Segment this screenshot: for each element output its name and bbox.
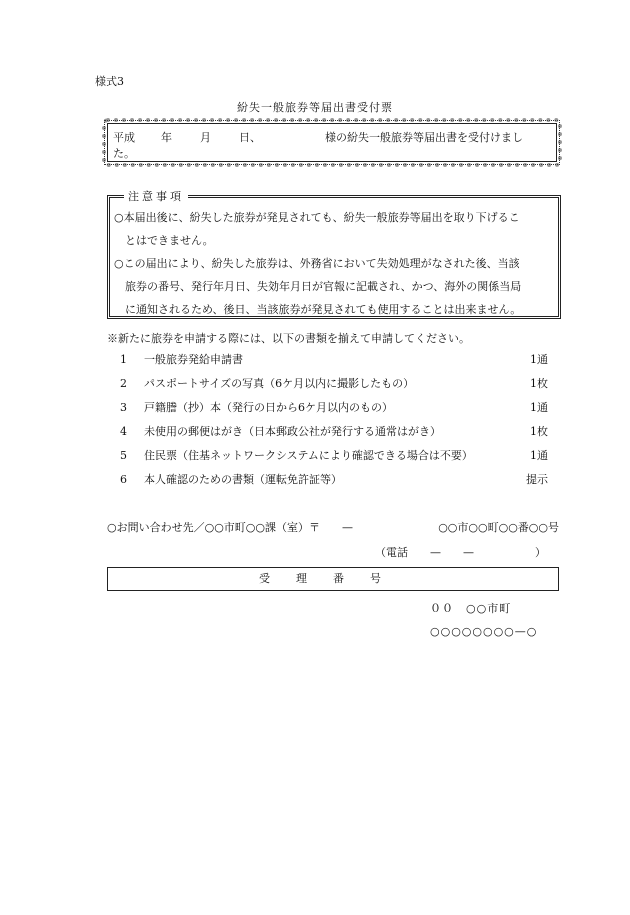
page-title: 紛失一般旅券等届出書受付票 <box>237 101 393 114</box>
notice-item-1-line-2: とはできません。 <box>125 234 214 247</box>
receipt-day-unit: 日、 <box>239 131 261 144</box>
list-item <box>120 351 548 375</box>
document-number: 6 <box>120 473 127 486</box>
document-quantity: 1通 <box>530 353 548 366</box>
list-item <box>120 471 548 495</box>
notice-item-2-line-2: 旅券の番号、発行年月日、失効年月日が官報に記載され、かつ、海外の関係当局 <box>125 280 522 293</box>
notice-item-2-line-3: に通知されるため、後日、当該旅券が発見されても使用することは出来ません。 <box>125 303 522 316</box>
document-quantity: 1通 <box>530 449 548 462</box>
receipt-month-unit: 月 <box>200 131 211 144</box>
notice-item-2-line-1: ○この届出により、紛失した旅券は、外務省において失効処理がなされた後、当該 <box>114 257 520 270</box>
receipt-era: 平成 <box>113 131 135 144</box>
serial-code: ○○○○○○○○—○ <box>430 625 538 638</box>
document-number: 5 <box>120 449 127 462</box>
office-code: ００ ○○市町 <box>430 602 512 615</box>
contact-address: ○○市○○町○○番○○号 <box>438 521 559 534</box>
document-quantity: 提示 <box>526 473 548 486</box>
list-item <box>120 447 548 471</box>
receipt-line-2: た。 <box>113 147 135 160</box>
list-item <box>120 423 548 447</box>
contact-label: ○お問い合わせ先／○○市町○○課（室）〒 — <box>107 521 353 534</box>
receipt-box <box>107 123 557 162</box>
document-name: 戸籍謄（抄）本（発行の日から6ケ月以内のもの） <box>144 401 393 414</box>
new-application-note: ※新たに旅券を申請する際には、以下の書類を揃えて申請してください。 <box>107 332 470 345</box>
document-name: 本人確認のための書類（運転免許証等） <box>144 473 342 486</box>
reception-number-box: 受理番号 <box>107 567 559 591</box>
list-item <box>120 399 548 423</box>
document-name: 未使用の郵便はがき（日本郵政公社が発行する通常はがき） <box>144 425 441 438</box>
document-name: 住民票（住基ネットワークシステムにより確認できる場合は不要） <box>144 449 473 462</box>
required-documents-list <box>120 351 548 495</box>
notice-heading: 注意事項 <box>124 188 188 204</box>
notice-item <box>114 206 556 252</box>
receipt-line-1 <box>113 129 553 145</box>
document-number: 2 <box>120 377 127 390</box>
document-number: 3 <box>120 401 127 414</box>
document-name: パスポートサイズの写真（6ケ月以内に撮影したもの） <box>144 377 415 390</box>
notice-item <box>114 252 556 321</box>
contact-info <box>107 519 559 535</box>
document-number: 1 <box>120 353 127 366</box>
phone-close-paren: ） <box>535 546 546 559</box>
notice-box <box>107 190 561 319</box>
document-quantity: 1通 <box>530 401 548 414</box>
document-quantity: 1枚 <box>530 425 548 438</box>
phone-label: （電話 — — <box>375 546 474 559</box>
contact-phone <box>375 544 546 560</box>
receipt-text: 様の紛失一般旅券等届出書を受付けまし <box>325 131 523 144</box>
document-name: 一般旅券発給申請書 <box>144 353 243 366</box>
document-quantity: 1枚 <box>530 377 548 390</box>
list-item <box>120 375 548 399</box>
notice-item-1-line-1: ○本届出後に、紛失した旅券が発見されても、紛失一般旅券等届出を取り下げるこ <box>114 211 520 224</box>
form-number: 様式3 <box>95 75 124 88</box>
receipt-year-unit: 年 <box>161 131 172 144</box>
document-number: 4 <box>120 425 127 438</box>
